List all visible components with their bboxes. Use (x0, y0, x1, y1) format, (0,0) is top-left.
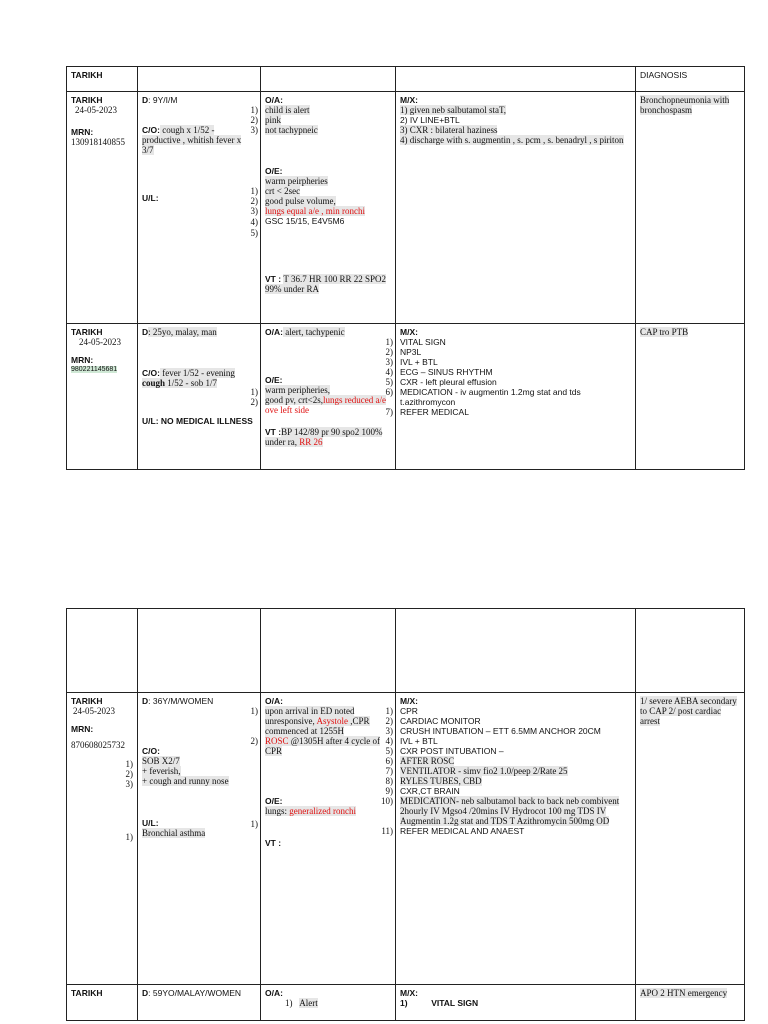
d-label: D (142, 988, 149, 998)
mx-cell: M/X: VITAL SIGN NP3L IVL + BTL ECG – SINUS RHYTHM CXR - left pleural effusion MEDICATION - iv augmentin 1.2mg stat and tds t.azithromycon REFER MEDICAL 1) 2) 3) 4) 5) 6) 7) (396, 324, 636, 470)
oe-item: lungs equal a/e , min ronchi (265, 206, 365, 216)
diagnosis-cell (636, 92, 745, 324)
diagnosis-text: bronchospasm (640, 105, 692, 115)
mx-label: M/X: (400, 696, 418, 706)
co-text: productive , whitish fever x (142, 135, 242, 145)
header-cell (396, 609, 636, 693)
oa-item: Alert (299, 998, 318, 1008)
mrn-value: 870608025732 (71, 740, 125, 750)
vt-value: BP 142/89 pr 90 spo2 100% (281, 427, 383, 437)
oa-text: Asystole (316, 716, 348, 726)
mx-item: CPR (400, 706, 418, 716)
mx-item: 3) CXR : bilateral haziness (400, 125, 498, 135)
mrn-label: MRN: (71, 127, 94, 137)
d-label: D (142, 95, 149, 105)
mx-item: 1) given neb salbutamol staT, (400, 105, 507, 115)
co-label: C/O: (142, 746, 160, 756)
d-value: : 9Y/I/M (148, 95, 178, 105)
co-text: cough (142, 378, 166, 388)
co-text: 3/7 (142, 145, 154, 155)
mx-item: VITAL SIGN (431, 998, 479, 1008)
co-label: C/O: (142, 125, 160, 135)
header-cell (636, 609, 745, 693)
mx-item: IVL + BTL (400, 736, 438, 746)
vt-label: VT : (265, 274, 284, 284)
vt-value: RR 26 (299, 437, 323, 447)
mx-item: VENTILATOR - simv fio2 1.0/peep 2/Rate 25 (400, 766, 568, 776)
oa-text: upon arrival in ED noted (265, 706, 355, 716)
d-value: : 36Y/M/WOMEN (148, 696, 214, 706)
header-cell (261, 609, 396, 693)
patient-cell (138, 985, 261, 1021)
mx-item: t.azithromycon (400, 397, 456, 407)
mx-item: IVL + BTL (400, 357, 438, 367)
co-item: + cough and runny nose (142, 776, 229, 786)
ul-label: U/L: (142, 818, 159, 828)
co-text: fever 1/52 - evening (159, 368, 235, 378)
mx-label: M/X: (400, 327, 418, 337)
mx-item: 2hourly IV Mgso4 /20mins IV Hydrocot 100 mg TDS IV (400, 806, 607, 816)
tarikh-cell (67, 324, 138, 470)
header-cell (67, 609, 138, 693)
co-item: SOB X2/7 (142, 756, 180, 766)
table-header-row (67, 67, 745, 92)
oa-label: O/A: (265, 95, 283, 105)
oa-text: CPR (265, 746, 283, 756)
oe-label: O/E: (265, 166, 283, 176)
vt-value: T 36.7 HR 100 RR 22 SPO2 (283, 274, 387, 284)
d-label: D (142, 696, 149, 706)
mrn-label: MRN: (71, 355, 94, 365)
mx-item: Augmentin 1.2g stat and TDS T Azithromycin 500mg OD (400, 816, 610, 826)
tarikh-label: TARIKH (71, 95, 103, 105)
vt-value: 99% under RA (265, 284, 319, 294)
ul-label: U/L: (142, 193, 159, 203)
clinical-notes-table-2 (66, 608, 745, 1021)
mrn-value: 980221145681 (71, 366, 118, 373)
mx-item: 4) discharge with s. augmentin , s. pcm , s. benadryl , s piriton (400, 135, 624, 145)
header-cell (396, 67, 636, 92)
diagnosis-text: APO 2 HTN emergency (640, 988, 728, 998)
oa-text: ROSC (265, 736, 289, 746)
oe-item: lungs reduced a/e (323, 395, 386, 405)
tarikh-label: TARIKH (71, 988, 103, 998)
tarikh-cell (67, 985, 138, 1021)
mx-item: CXR POST INTUBATION – (400, 746, 504, 756)
diagnosis-cell (636, 693, 745, 985)
oe-item: ove left side (265, 405, 309, 415)
tarikh-label: TARIKH (71, 327, 103, 337)
table-header-row (67, 609, 745, 693)
table-row (67, 92, 745, 324)
ul-item: Bronchial asthma (142, 828, 206, 838)
mx-item: NP3L (400, 347, 422, 357)
co-text: cough x 1/52 - (159, 125, 215, 135)
mx-cell: M/X: CPR CARDIAC MONITOR CRUSH INTUBATION – ETT 6.5MM ANCHOR 20CM IVL + BTL CXR POST INTUBATION – AFTER ROSC VENTILATOR - simv fio2 1.0/peep 2/Rate 25 RYLES TUBES, CBD CXR,CT BRAIN MEDICATION- neb salbutamol back to back neb combivent 2hourly IV Mgso4 /20mins IV Hydrocot 100 mg TDS IV Augmentin 1.2g stat and TDS T Azithromycin 500mg OD REFER MEDICAL AND ANAEST 1) 2) 3) 4) 5) 6) 7) 8) 9) 10) 11) (396, 693, 636, 985)
oe-label: O/E: (265, 375, 283, 385)
mx-item: AFTER ROSC (400, 756, 455, 766)
oa-item: child is alert (265, 105, 310, 115)
table-row (67, 324, 745, 470)
mx-item: MEDICATION - iv augmentin 1.2mg stat and tds (400, 387, 581, 397)
patient-cell: D: 9Y/I/M C/O: cough x 1/52 - productive , whitish fever x 3/7 U/L: 1) 2) 3) 1) 2) 3) 4) 5) (138, 92, 261, 324)
mx-item: MEDICATION- neb salbutamol back to back neb combivent (400, 796, 620, 806)
oa-label: O/A: (265, 696, 283, 706)
mx-item: CXR - left pleural effusion (400, 377, 497, 387)
oe-item: warm peirpheries (265, 176, 328, 186)
diagnosis-cell (636, 985, 745, 1021)
oe-item: good pulse volume, (265, 196, 336, 206)
diagnosis-text: Bronchopneumonia with (640, 95, 730, 105)
table-row (67, 985, 745, 1021)
oe-label: O/E: (265, 796, 283, 806)
oe-item: crt < 2sec (265, 186, 301, 196)
oa-text: ,CPR (348, 716, 370, 726)
oa-label: O/A: (265, 988, 283, 998)
diagnosis-text: 1/ severe AEBA secondary (640, 696, 737, 706)
mrn-label: MRN: (71, 724, 94, 734)
d-value: : 59YO/MALAY/WOMEN (148, 988, 242, 998)
co-label: C/O: (142, 368, 160, 378)
oa-item: pink (265, 115, 282, 125)
oa-oe-cell (261, 92, 396, 324)
oa-text: unresponsive, (265, 716, 317, 726)
oe-item: warm peripheries, (265, 385, 330, 395)
tarikh-cell (67, 92, 138, 324)
co-item: + feverish, (142, 766, 181, 776)
mx-item: RYLES TUBES, CBD (400, 776, 482, 786)
diagnosis-text: to CAP 2/ post cardiac (640, 706, 722, 716)
patient-cell: D: 25yo, malay, man C/O: fever 1/52 - evening cough 1/52 - sob 1/7 U/L: NO MEDICAL ILLNESS 1) 2) (138, 324, 261, 470)
patient-cell: D: 36Y/M/WOMEN C/O: SOB X2/7 + feverish, + cough and runny nose U/L: Bronchial asthma 1) 2) 1) (138, 693, 261, 985)
header-cell (261, 67, 396, 92)
d-label: D (142, 327, 149, 337)
date-value: 24-05-2023 (79, 337, 121, 347)
oe-item: good pv, crt<2s, (265, 395, 323, 405)
mx-cell (396, 92, 636, 324)
d-value: : 25yo, malay, man (148, 327, 217, 337)
oe-text: lungs: (265, 806, 290, 816)
vt-value: under ra, (265, 437, 300, 447)
ul-label: U/L: NO MEDICAL ILLNESS (142, 416, 253, 426)
oe-text: generalized ronchi (289, 806, 356, 816)
oa-label: O/A: (265, 327, 283, 337)
date-value: 24-05-2023 (73, 706, 115, 716)
oa-oe-cell (261, 693, 396, 985)
oa-text: commenced at 1255H (265, 726, 344, 736)
diagnosis-text: CAP tro PTB (640, 327, 689, 337)
oa-oe-cell: O/A: 1) Alert (261, 985, 396, 1021)
tarikh-label: TARIKH (71, 696, 103, 706)
date-value: 24-05-2023 (75, 105, 117, 115)
mx-item: REFER MEDICAL AND ANAEST (400, 826, 525, 836)
tarikh-cell: TARIKH 24-05-2023 MRN: 870608025732 1) 2) 3) 1) (67, 693, 138, 985)
mx-item: CRUSH INTUBATION – ETT 6.5MM ANCHOR 20CM (400, 726, 601, 736)
vt-label: VT : (265, 427, 282, 437)
clinical-notes-table-1 (66, 66, 745, 470)
mx-item: REFER MEDICAL (400, 407, 469, 417)
mrn-value: 130918140855 (71, 137, 125, 147)
mx-item: 2) IV LINE+BTL (400, 115, 460, 125)
table-row (67, 693, 745, 985)
co-text: 1/52 - sob 1/7 (165, 378, 218, 388)
header-tarikh: TARIKH (67, 67, 138, 92)
diagnosis-cell (636, 324, 745, 470)
mx-label: M/X: (400, 95, 418, 105)
mx-label: M/X: (400, 988, 418, 998)
oa-value: alert, tachypenic (282, 327, 345, 337)
oa-item: not tachypneic (265, 125, 318, 135)
header-cell (138, 609, 261, 693)
header-cell (138, 67, 261, 92)
mx-item: CARDIAC MONITOR (400, 716, 481, 726)
mx-cell: M/X: 1) VITAL SIGN (396, 985, 636, 1021)
oa-oe-cell (261, 324, 396, 470)
oa-text: @1305H after 4 cycle of (288, 736, 381, 746)
header-diagnosis: DIAGNOSIS (636, 67, 745, 92)
vt-label: VT : (265, 838, 282, 848)
mx-item: ECG – SINUS RHYTHM (400, 367, 493, 377)
mx-item: VITAL SIGN (400, 337, 446, 347)
mx-item: CXR,CT BRAIN (400, 786, 460, 796)
oe-item: GSC 15/15, E4V5M6 (265, 216, 345, 226)
diagnosis-text: arrest (640, 716, 660, 726)
